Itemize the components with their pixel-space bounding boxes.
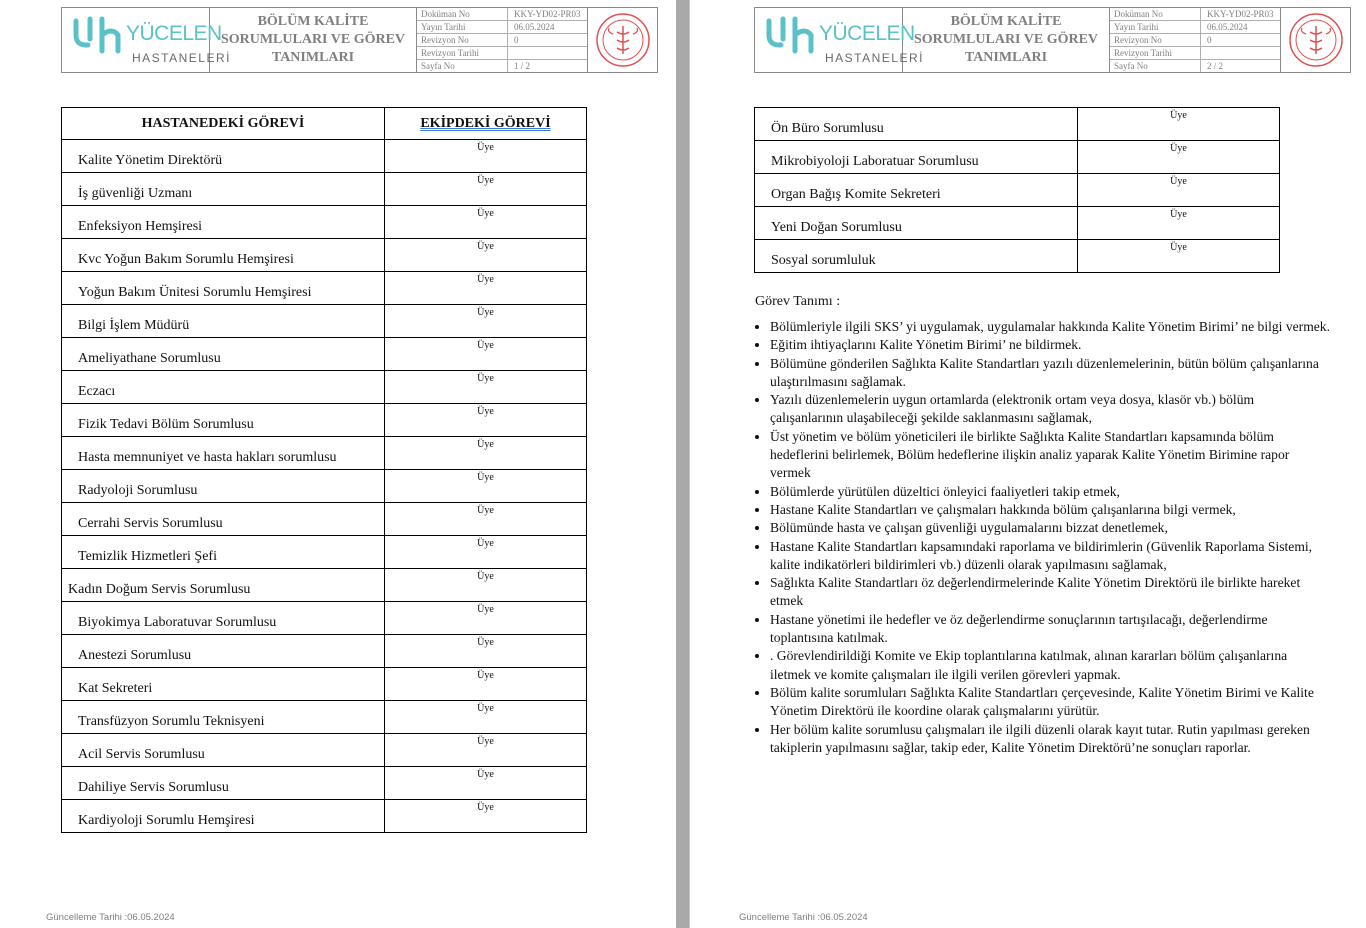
duty-item: • . Görevlendirildiği Komite ve Ekip toplantılarına katılmak, alınan kararları bölüm çalışanlarına iletmek ve komite çalışmaları ile ilgili verilen görevleri yapmak.: [770, 647, 1330, 684]
member-cell: Üye: [385, 272, 587, 305]
document-title: BÖLÜM KALİTE SORUMLULARI VE GÖREV TANIMLARI: [210, 8, 417, 72]
member-cell: Üye: [1078, 141, 1280, 174]
role-cell: Temizlik Hizmetleri Şefi: [62, 536, 385, 569]
member-cell: Üye: [385, 206, 587, 239]
logo-subtitle: HASTANELERİ: [825, 51, 924, 65]
duty-item: • Bölüm kalite sorumluları Sağlıkta Kalite Standartları çerçevesinde, Kalite Yönetim Birimi ve Kalite Yönetim Direktörü ile koordine olarak çalışmalarını yürütür.: [770, 684, 1330, 721]
meta-label: Sayfa No: [417, 60, 508, 72]
member-cell: Üye: [1078, 108, 1280, 141]
document-meta: [417, 8, 588, 72]
table-row: [62, 668, 587, 701]
role-cell: Kalite Yönetim Direktörü: [62, 140, 385, 173]
duties-list: [752, 318, 1330, 757]
role-cell: Kat Sekreteri: [62, 668, 385, 701]
member-cell: Üye: [385, 437, 587, 470]
table-row: [62, 272, 587, 305]
meta-value: KKY-YD02-PR03: [514, 9, 581, 19]
meta-value: 0: [514, 35, 519, 45]
meta-value: 2 / 2: [1207, 61, 1224, 71]
meta-label: Revizyon No: [417, 34, 508, 46]
table-row: [62, 173, 587, 206]
logo-mark-icon: [765, 15, 817, 55]
duty-item: • Bölümünde hasta ve çalışan güvenliği uygulamalarını bizzat denetlemek,: [770, 519, 1330, 537]
table-row: [755, 108, 1280, 141]
roles-table-continued: [754, 107, 1280, 273]
member-cell: Üye: [1078, 174, 1280, 207]
document-header: [61, 7, 658, 73]
role-cell: Dahiliye Servis Sorumlusu: [62, 767, 385, 800]
table-row: [755, 141, 1280, 174]
duty-item: • Bölümleriyle ilgili SKS’ yi uygulamak, uygulamalar hakkında Kalite Yönetim Birimi’ ne bilgi vermek.: [770, 318, 1330, 336]
table-row: [62, 305, 587, 338]
table-row: [62, 206, 587, 239]
duty-item: • Hastane Kalite Standartları kapsamındaki raporlama ve bildirimlerin (Güvenlik Raporlama Sistemi, kalite indikatörleri bildirimleri vb.) düzenli olarak yapılmasını sağlamak,: [770, 538, 1330, 575]
member-cell: Üye: [385, 470, 587, 503]
member-cell: Üye: [385, 800, 587, 833]
logo-mark-icon: [72, 15, 124, 55]
role-cell: Hasta memnuniyet ve hasta hakları sorumlusu: [62, 437, 385, 470]
table-row: [62, 338, 587, 371]
meta-value: [508, 47, 587, 59]
hospital-logo: [62, 8, 231, 72]
meta-label: Revizyon No: [1110, 34, 1201, 46]
member-cell: Üye: [385, 536, 587, 569]
meta-label: Sayfa No: [1110, 60, 1201, 72]
duty-item: • Bölümlerde yürütülen düzeltici önleyici faaliyetleri takip etmek,: [770, 483, 1330, 501]
seal-icon: [1288, 12, 1344, 68]
document-page-2: [690, 0, 1366, 928]
table-row: [62, 239, 587, 272]
member-cell: Üye: [1078, 240, 1280, 273]
member-cell: Üye: [385, 239, 587, 272]
member-cell: Üye: [385, 767, 587, 800]
document-page-1: [0, 0, 676, 928]
member-cell: Üye: [385, 602, 587, 635]
table-row: [62, 404, 587, 437]
role-cell: Bilgi İşlem Müdürü: [62, 305, 385, 338]
column-header-team-role-text: EKİPDEKİ GÖREVİ: [420, 115, 551, 131]
table-row: [62, 800, 587, 833]
table-row: [62, 503, 587, 536]
role-cell: Transfüzyon Sorumlu Teknisyeni: [62, 701, 385, 734]
table-row: [62, 602, 587, 635]
document-title: BÖLÜM KALİTE SORUMLULARI VE GÖREV TANIMLARI: [903, 8, 1110, 72]
member-cell: Üye: [385, 338, 587, 371]
table-header-row: [62, 108, 587, 140]
table-row: [755, 174, 1280, 207]
role-cell: Kardiyoloji Sorumlu Hemşiresi: [62, 800, 385, 833]
role-cell: Eczacı: [62, 371, 385, 404]
meta-label: Revizyon Tarihi: [417, 47, 508, 59]
roles-table: [61, 107, 587, 833]
role-cell: Anestezi Sorumlusu: [62, 635, 385, 668]
seal-icon: [595, 12, 651, 68]
logo-name: YÜCELEN: [126, 22, 222, 45]
meta-value: 06.05.2024: [1207, 22, 1248, 32]
role-cell: Enfeksiyon Hemşiresi: [62, 206, 385, 239]
role-cell: Acil Servis Sorumlusu: [62, 734, 385, 767]
member-cell: Üye: [385, 635, 587, 668]
member-cell: Üye: [1078, 207, 1280, 240]
member-cell: Üye: [385, 668, 587, 701]
member-cell: Üye: [385, 503, 587, 536]
page-gutter: [676, 0, 690, 928]
meta-value: 06.05.2024: [514, 22, 555, 32]
table-row: [755, 240, 1280, 273]
member-cell: Üye: [385, 701, 587, 734]
table-row: [62, 470, 587, 503]
column-header-hospital-role: HASTANEDEKİ GÖREVİ: [62, 108, 385, 140]
meta-value: KKY-YD02-PR03: [1207, 9, 1274, 19]
table-row: [62, 701, 587, 734]
table-row: [62, 140, 587, 173]
duties-title: Görev Tanımı :: [755, 294, 841, 309]
role-cell: Yeni Doğan Sorumlusu: [755, 207, 1078, 240]
ministry-seal: [588, 8, 657, 72]
role-cell: Cerrahi Servis Sorumlusu: [62, 503, 385, 536]
duty-item: • Hastane yönetimi ile hedefler ve öz değerlendirme sonuçlarının tartışılacağı, değerlendirme toplantısına katılmak.: [770, 611, 1330, 648]
role-cell: Fizik Tedavi Bölüm Sorumlusu: [62, 404, 385, 437]
role-cell: Radyoloji Sorumlusu: [62, 470, 385, 503]
member-cell: Üye: [385, 305, 587, 338]
role-cell: İş güvenliği Uzmanı: [62, 173, 385, 206]
table-row: [62, 734, 587, 767]
meta-label: Doküman No: [417, 8, 508, 20]
meta-value: [1201, 47, 1280, 59]
meta-label: Revizyon Tarihi: [1110, 47, 1201, 59]
duty-item: • Yazılı düzenlemelerin uygun ortamlarda (elektronik ortam veya dosya, klasör vb.) bölüm çalışanlarının ulaşabileceği şekilde saklanmasını sağlamak,: [770, 391, 1330, 428]
logo-name: YÜCELEN: [819, 22, 915, 45]
page-footer: Güncelleme Tarihi :06.05.2024: [46, 912, 175, 923]
role-cell: Ameliyathane Sorumlusu: [62, 338, 385, 371]
hospital-logo: [755, 8, 924, 72]
duty-item: • Sağlıkta Kalite Standartları öz değerlendirmelerinde Kalite Yönetim Direktörü ile birlikte hareket etmek: [770, 574, 1330, 611]
document-meta: [1110, 8, 1281, 72]
duty-item: • Hastane Kalite Standartları ve çalışmaları hakkında bölüm çalışanlarına bilgi vermek,: [770, 501, 1330, 519]
role-cell: Ön Büro Sorumlusu: [755, 108, 1078, 141]
table-row: [62, 536, 587, 569]
duty-item: • Her bölüm kalite sorumlusu çalışmaları ile ilgili düzenli olarak kayıt tutar. Rutin yapılması gereken takiplerin yapılmasını sağlar, takip eder, Kalite Yönetim Direktörü’ne sonuçları raporlar.: [770, 721, 1330, 758]
duty-item: • Eğitim ihtiyaçlarını Kalite Yönetim Birimi’ ne bildirmek.: [770, 336, 1330, 354]
meta-label: Yayın Tarihi: [417, 21, 508, 33]
logo-subtitle: HASTANELERİ: [132, 51, 231, 65]
role-cell: Organ Bağış Komite Sekreteri: [755, 174, 1078, 207]
table-row: [62, 569, 587, 602]
meta-value: 0: [1207, 35, 1212, 45]
member-cell: Üye: [385, 404, 587, 437]
role-cell: Kvc Yoğun Bakım Sorumlu Hemşiresi: [62, 239, 385, 272]
column-header-team-role: [385, 108, 587, 140]
table-row: [62, 767, 587, 800]
member-cell: Üye: [385, 569, 587, 602]
meta-label: Doküman No: [1110, 8, 1201, 20]
table-row: [62, 437, 587, 470]
member-cell: Üye: [385, 734, 587, 767]
role-cell: Sosyal sorumluluk: [755, 240, 1078, 273]
duty-item: • Bölümüne gönderilen Sağlıkta Kalite Standartları yazılı düzenlemelerinin, bütün bölüm çalışanlarına ulaştırılmasını sağlamak.: [770, 355, 1330, 392]
role-cell: Yoğun Bakım Ünitesi Sorumlu Hemşiresi: [62, 272, 385, 305]
table-row: [755, 207, 1280, 240]
member-cell: Üye: [385, 140, 587, 173]
member-cell: Üye: [385, 371, 587, 404]
meta-value: 1 / 2: [514, 61, 531, 71]
meta-label: Yayın Tarihi: [1110, 21, 1201, 33]
document-header: [754, 7, 1351, 73]
ministry-seal: [1281, 8, 1350, 72]
page-footer: Güncelleme Tarihi :06.05.2024: [739, 912, 868, 923]
duty-item: • Üst yönetim ve bölüm yöneticileri ile birlikte Sağlıkta Kalite Standartları kapsamında bölüm hedeflerini belirlemek, Bölüm hedeflerine ilişkin analiz yaparak Kalite Yönetim Birimine rapor vermek: [770, 428, 1330, 483]
role-cell: Mikrobiyoloji Laboratuar Sorumlusu: [755, 141, 1078, 174]
table-row: [62, 371, 587, 404]
role-cell: Kadın Doğum Servis Sorumlusu: [62, 569, 385, 602]
table-row: [62, 635, 587, 668]
member-cell: Üye: [385, 173, 587, 206]
role-cell: Biyokimya Laboratuvar Sorumlusu: [62, 602, 385, 635]
